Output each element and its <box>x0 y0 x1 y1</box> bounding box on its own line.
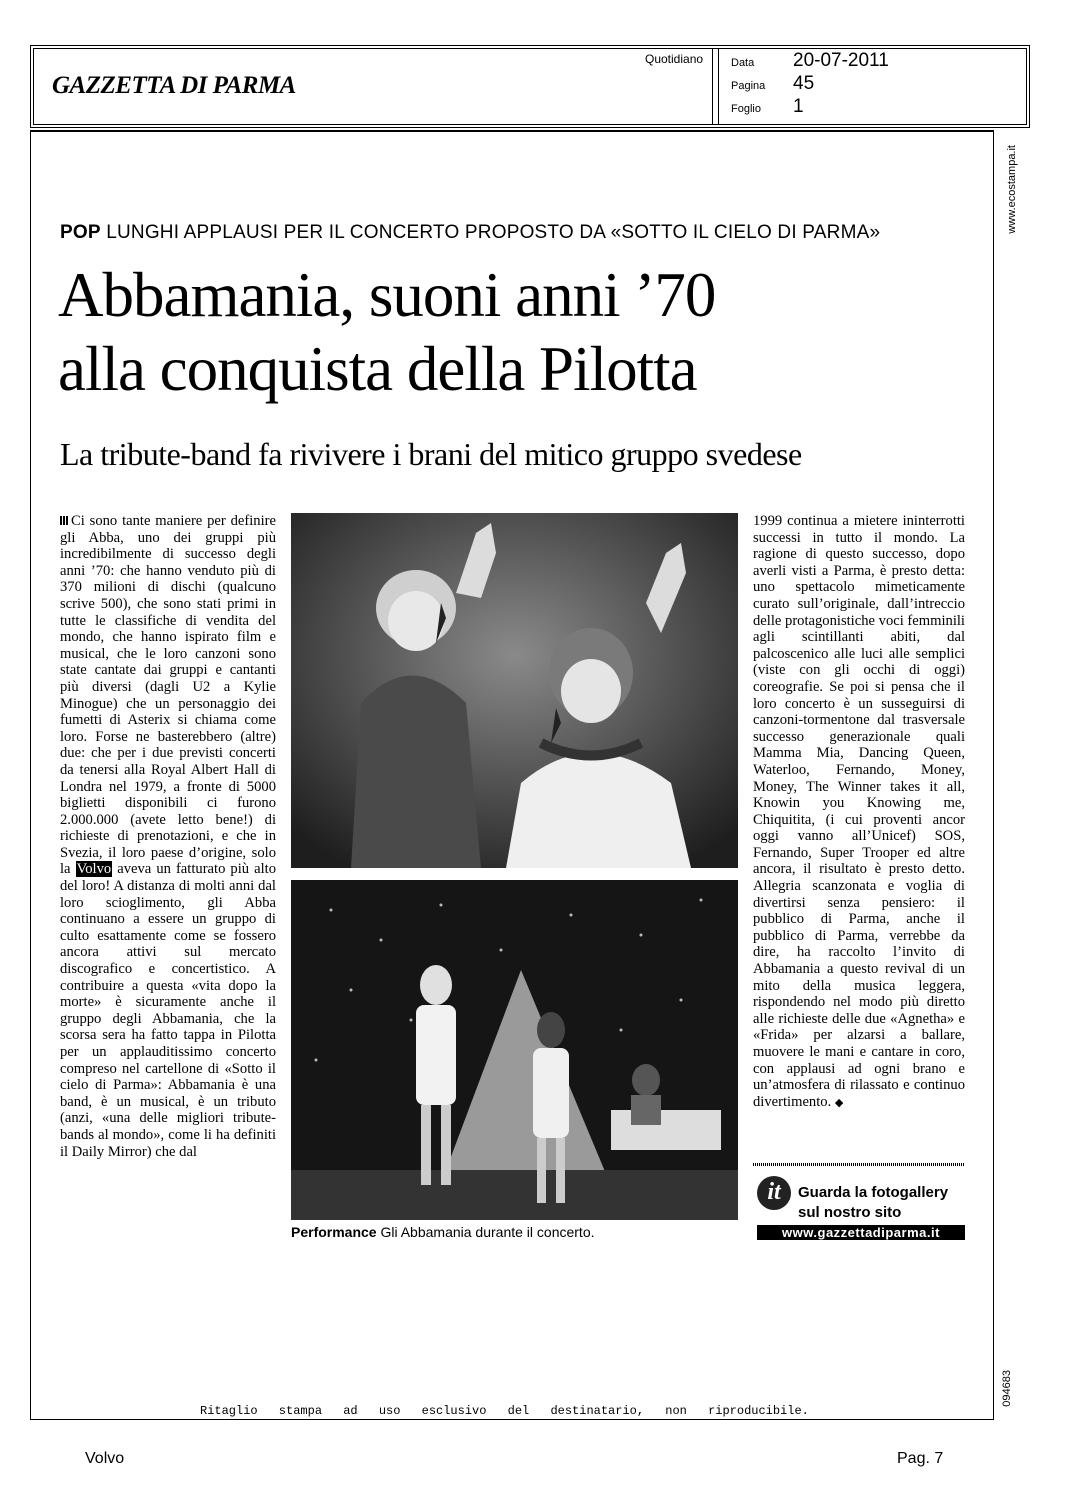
header-divider <box>712 48 713 125</box>
headline-line-2: alla conquista della Pilotta <box>58 334 697 404</box>
end-mark-icon: ◆ <box>834 1096 844 1109</box>
date-label: Data <box>731 57 755 69</box>
page-label: Pagina <box>731 80 766 92</box>
it-logo-icon: it <box>757 1176 791 1210</box>
side-code: 094683 <box>1001 1370 1013 1407</box>
concert-photo-singers <box>291 513 738 868</box>
article-column-3 <box>753 513 965 1111</box>
masthead: GAZZETTA DI PARMA <box>52 72 296 99</box>
highlighted-keyword: Volvo <box>76 861 112 878</box>
gallery-line-1: Guarda la fotogallery <box>798 1184 949 1201</box>
caption-text: Gli Abbamania durante il concerto. <box>380 1224 595 1240</box>
kicker <box>60 222 880 244</box>
footer-keyword: Volvo <box>85 1450 125 1467</box>
sheet-value: 1 <box>793 96 804 117</box>
gallery-rule <box>753 1163 965 1166</box>
date-value: 20-07-2011 <box>793 50 889 71</box>
gallery-line-2: sul nostro sito <box>798 1204 902 1221</box>
subheadline: La tribute-band fa rivivere i brani del mitico gruppo svedese <box>60 436 802 472</box>
gallery-url: www.gazzettadiparma.it <box>757 1225 965 1240</box>
photo-caption <box>291 1224 595 1240</box>
sheet-label: Foglio <box>731 103 761 115</box>
kicker-tag: POP <box>60 222 101 243</box>
reproduction-notice: Ritaglio stampa ad uso esclusivo del destinatario, non riproducibile. <box>200 1404 809 1418</box>
concert-photo-stage <box>291 880 738 1220</box>
header-divider <box>718 48 719 125</box>
body-text-2: aveva un fatturato più alto del loro! A distanza di molti anni dal loro scioglimento, gli Abba continuano a essere un gruppo di culto esattamente come se fossero ancora attivi sul mercato discografico e concertistico. A contribuire a questa «vita dopo la morte» è sicuramente anche il gruppo degli Abbamania, che la scorsa sera ha fatto tappa in Pilotta per un applauditissimo concerto compreso nel cartellone di «Sotto il cielo di Parma»: Abbamania è una band, è un musical, è un tributo (anzi, «una delle migliori tribute-bands al mondo», come li ha definiti il Daily Mirror) che dal <box>60 861 276 1160</box>
publication-type: Quotidiano <box>645 52 704 66</box>
paragraph-bullet-icon <box>60 516 69 525</box>
body-text-3: 1999 continua a mietere ininterrotti successi in tutto il mondo. La ragione di questo successo, dopo averli visti a Parma, è presto detta: uno spettacolo mimeticamente curato sull’originale, dall’intreccio delle protagonistiche voci femminili agli scintillanti abiti, dal palcoscenico alle luci alle semplici (viste con gli occhi di oggi) coreografie. Se poi si pensa che il loro concerto è un susseguirsi di canzoni-tormentone dal trasversale successo generazionale quali Mamma Mia, Dancing Queen, Waterloo, Fernando, Money, Money, The Winner takes it all, Knowin you Knowing me, Chiquitita, (i cui proventi ancor oggi vanno all’Unicef) SOS, Fernando, Super Trooper ed altre ancora, il risultato è presto detto. Allegria scanzonata e voglia di divertirsi senza pensiero: il pubblico di Parma, anche il pubblico di Parma, verrebbe da dire, ha raccolto l’invito di Abbamania a questo revival di un mito della musica leggera, rispondendo nel modo più diretto alle richieste delle due «Agnetha» e «Frida» per alzarsi a ballare, muovere le mani e cantare in coro, con applausi ad ogni brano e un’atmosfera di rilassato e continuo divertimento. <box>753 513 965 1110</box>
headline <box>58 258 938 406</box>
footer-page-number: Pag. 7 <box>897 1450 944 1467</box>
caption-label: Performance <box>291 1224 377 1240</box>
article-column-1 <box>60 513 276 1160</box>
kicker-text: LUNGHI APPLAUSI PER IL CONCERTO PROPOSTO DA «SOTTO IL CIELO DI PARMA» <box>106 222 881 243</box>
body-text-1: Ci sono tante maniere per definire gli Abba, uno dei gruppi più incredibilmente di successo degli anni ’70: che hanno venduto più di 370 milioni di dischi (qualcuno scrive 500), che sono stati primi in tutte le classifiche di vendita del mondo, che hanno ispirato film e musical, che le loro canzoni sono state cantate dai gruppi e cantanti più diversi (dagli U2 a Kylie Minogue) che un personaggio dei fumetti di Asterix si chiama come loro. Forse ne basterebbero (altre) due: che per i due previsti concerti da tenersi alla Royal Albert Hall di Londra nel 1979, a fronte di 5000 biglietti disponibili ci furono 2.000.000 (avete letto bene!) di richieste di prenotazioni, e che in Svezia, il loro paese d’origine, solo la <box>60 513 276 878</box>
side-url: www.ecostampa.it <box>1006 145 1018 234</box>
article-frame-top <box>30 130 994 132</box>
page-value: 45 <box>793 73 815 94</box>
headline-line-1: Abbamania, suoni anni ’70 <box>58 260 716 330</box>
